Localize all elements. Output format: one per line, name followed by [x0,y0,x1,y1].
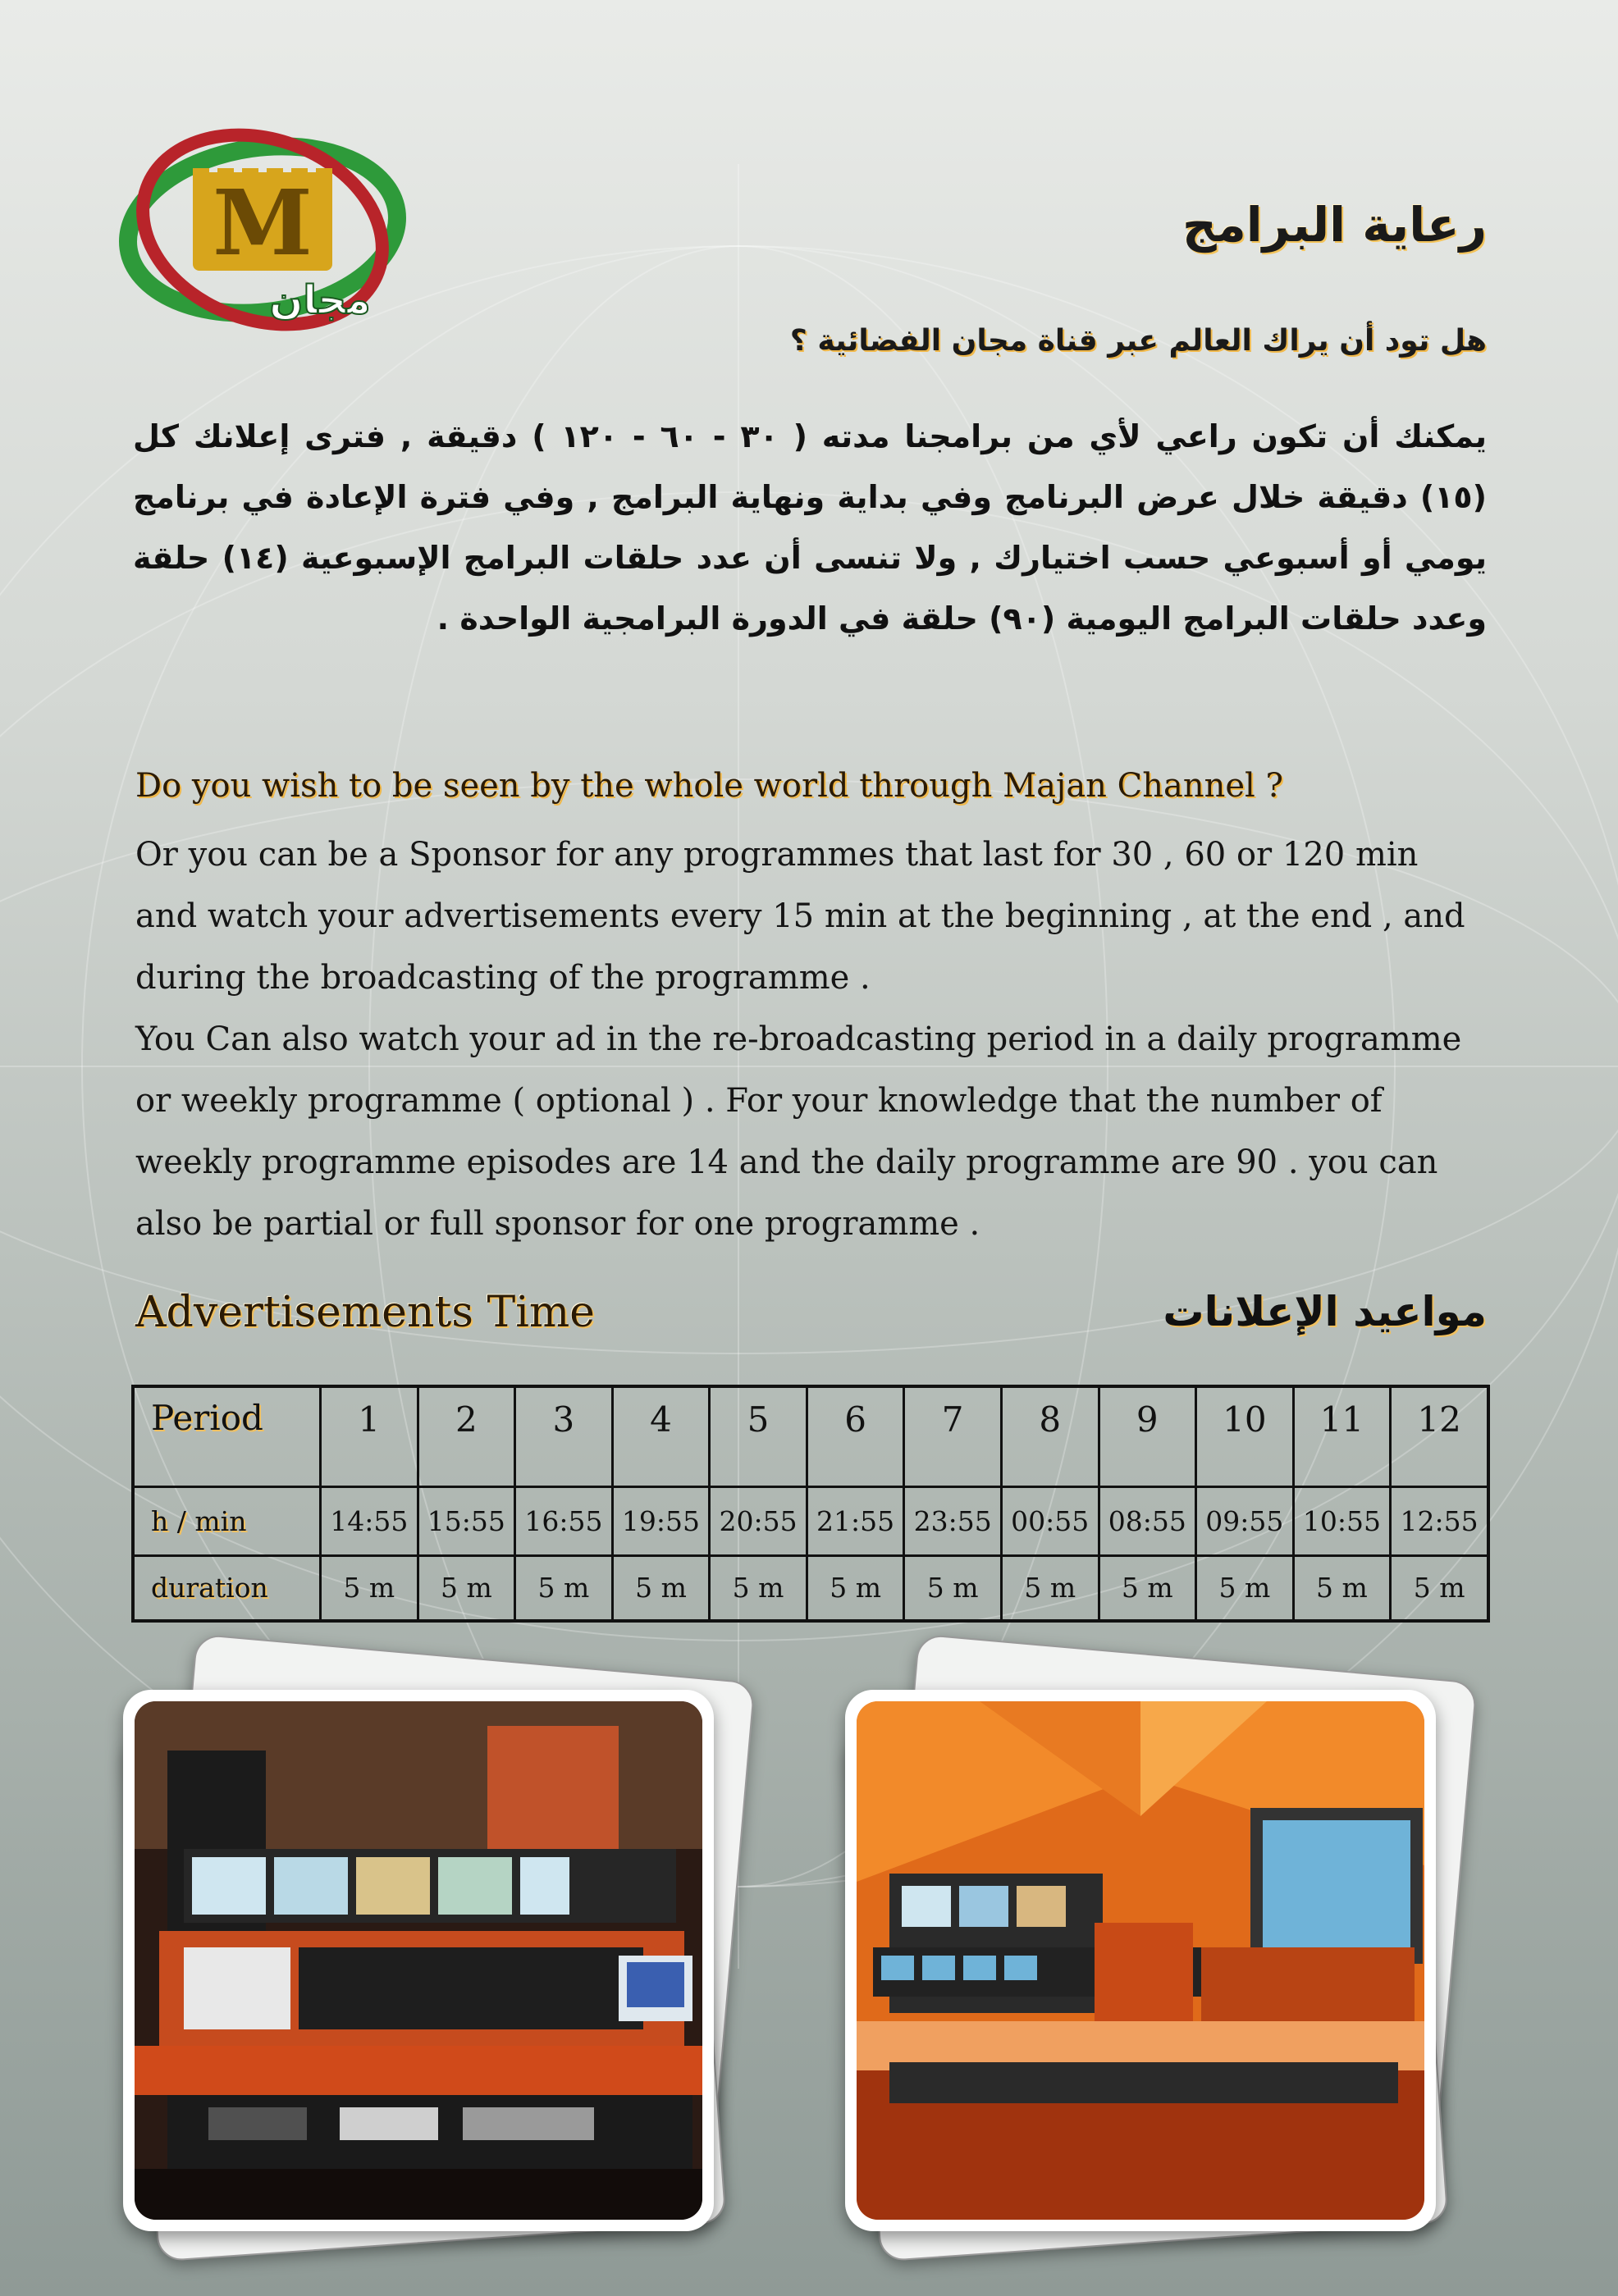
majan-logo [115,123,410,336]
period-cell: 8 [1001,1386,1099,1486]
period-cell: 2 [418,1386,515,1486]
studio-control-room-photo [857,1701,1424,2220]
duration-cell: 5 m [1099,1555,1196,1621]
duration-cell: 5 m [1001,1555,1099,1621]
advertisements-schedule-table [131,1385,1490,1623]
time-cell: 23:55 [904,1486,1002,1555]
table-row-duration [133,1555,1488,1621]
duration-cell: 5 m [710,1555,807,1621]
duration-cell: 5 m [612,1555,710,1621]
english-paragraph: You Can also watch your ad in the re-broadcasting period in a daily programme or weekly programme ( optional ) . For your knowledge that the number of weekly programme episodes are 14 and the daily programme are 90 . you can also be partial or full sponsor for one programme . [135,1020,1462,1243]
period-cell: 1 [321,1386,418,1486]
arabic-question: هل تود أن يراك العالم عبر قناة مجان الفضائية ؟ [789,324,1487,358]
time-cell: 10:55 [1293,1486,1391,1555]
time-cell: 19:55 [612,1486,710,1555]
duration-cell: 5 m [1391,1555,1488,1621]
time-cell: 14:55 [321,1486,418,1555]
duration-cell: 5 m [418,1555,515,1621]
duration-cell: 5 m [1293,1555,1391,1621]
time-cell: 08:55 [1099,1486,1196,1555]
duration-cell: 5 m [321,1555,418,1621]
time-cell: 16:55 [515,1486,613,1555]
row-label-time: h / min [133,1486,321,1555]
period-cell: 11 [1293,1386,1391,1486]
period-cell: 5 [710,1386,807,1486]
duration-cell: 5 m [807,1555,904,1621]
table-row-time [133,1486,1488,1555]
control-room-photo [135,1701,702,2220]
period-cell: 4 [612,1386,710,1486]
period-cell: 6 [807,1386,904,1486]
period-cell: 9 [1099,1386,1196,1486]
period-cell: 10 [1196,1386,1294,1486]
period-cell: 12 [1391,1386,1488,1486]
logo-letter: M [213,170,313,276]
english-question: Do you wish to be seen by the whole world through Majan Channel ? [135,767,1284,805]
arabic-title: رعاية البرامج [1182,197,1487,253]
logo-name: مجان [269,277,371,323]
row-label-duration: duration [133,1555,321,1621]
duration-cell: 5 m [904,1555,1002,1621]
english-body [135,824,1489,1255]
english-paragraph: Or you can be a Sponsor for any programmes that last for 30 , 60 or 120 min and watch your advertisements every 15 min at the beginning , at the end , and during the broadcasting of the programme . [135,836,1465,997]
photo-right [845,1657,1485,2256]
table-row-period [133,1386,1488,1486]
schedule-title-ar: مواعيد الإعلانات [1163,1288,1487,1335]
time-cell: 21:55 [807,1486,904,1555]
time-cell: 00:55 [1001,1486,1099,1555]
schedule-title-en: Advertisements Time [135,1288,595,1337]
time-cell: 09:55 [1196,1486,1294,1555]
time-cell: 12:55 [1391,1486,1488,1555]
time-cell: 20:55 [710,1486,807,1555]
duration-cell: 5 m [1196,1555,1294,1621]
time-cell: 15:55 [418,1486,515,1555]
period-cell: 7 [904,1386,1002,1486]
row-label-period: Period [133,1386,321,1486]
arabic-body: يمكنك أن تكون راعي لأي من برامجنا مدته ( ٣٠ - ٦٠ - ١٢٠ ) دقيقة , فترى إعلانك كل (١٥) دقيقة خلال عرض البرنامج وفي بداية ونهاية البرامج , وفي فترة الإعادة في برنامج يومي أو أسبوعي حسب اختيارك , ولا تنسى أن عدد حلقات البرامج الإسبوعية (١٤) حلقة وعدد حلقات البرامج اليومية (٩٠) حلقة في الدورة البرامجية الواحدة . [133,418,1488,637]
period-cell: 3 [515,1386,613,1486]
duration-cell: 5 m [515,1555,613,1621]
photo-left [123,1657,763,2256]
